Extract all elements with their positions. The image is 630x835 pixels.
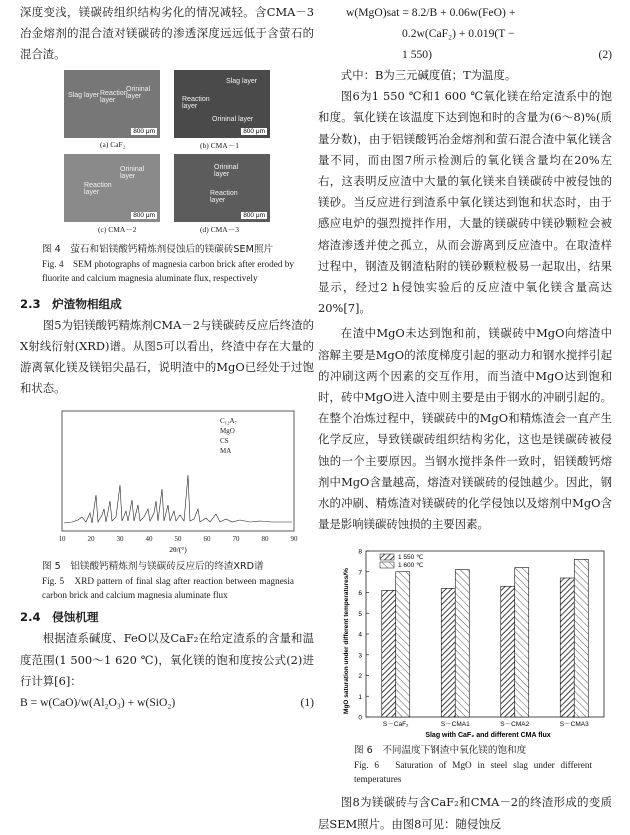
right-paragraph-2: 在渣中MgO未达到饱和前，镁碳砖中MgO向熔渣中溶解主要是MgO的浓度梯度引起的驱动力和钢水搅拌引起的冲刷这两个因素的交互作用，而当渣中MgO达到饱和时，砖中MgO进入渣中则主要是由于钢水的冲刷引起的。在整个冶炼过程中，镁碳砖中的MgO和精炼渣会一直产生化学反应，导致镁碳砖组织结构劣化，这也是镁碳砖被侵蚀的一个主要原因。当钢水搅拌条件一致时，铝镁酸钙熔剂中MgO含量越高，熔渣对镁碳砖的侵蚀越少。因此，钢水的冲刷、精炼渣对镁碳砖的化学侵蚀以及熔剂中MgO含量是影响镁碳砖蚀损的主要因素。 bbox=[318, 326, 612, 532]
sem-panel-a bbox=[64, 70, 160, 138]
bar-series2 bbox=[396, 572, 410, 717]
sem-panel-b bbox=[174, 70, 270, 138]
scale-bar: 800 μm bbox=[243, 127, 265, 135]
legend-swatch bbox=[380, 554, 394, 560]
y-tick-label: 4 bbox=[358, 631, 362, 639]
right-last-paragraph: 图8为镁碳砖与含CaF₂和CMA－2的终渣形成的变质层SEM照片。由图8可见：随侵蚀反 bbox=[318, 795, 612, 831]
xrd-trace bbox=[64, 475, 292, 523]
y-tick-label: 5 bbox=[358, 611, 362, 619]
fig6-xlabel: Slag with CaF₂ and different CMA flux bbox=[425, 732, 551, 740]
xtick: 30 bbox=[116, 535, 124, 544]
sem-caption: (b) CMA－1 bbox=[200, 140, 239, 150]
sem-label: Orininal layer bbox=[214, 163, 239, 178]
equation-2-line1: w(MgO)sat = 8.2/B + 0.06w(FeO) + bbox=[346, 6, 516, 19]
y-tick-label: 8 bbox=[358, 548, 362, 556]
section-2-4-title: 2.4 侵蚀机理 bbox=[20, 610, 99, 625]
sem-label: Orininal layer bbox=[126, 85, 151, 100]
sem-label: Slag layer bbox=[226, 77, 258, 85]
legend-label: 1 550 ℃ bbox=[398, 554, 424, 562]
sem-label: Slag layer bbox=[68, 91, 100, 99]
scale-bar: 800 μm bbox=[133, 211, 155, 219]
fig6-plot-area bbox=[358, 549, 604, 729]
section-2-3-title: 2.3 炉渣物相组成 bbox=[20, 296, 122, 311]
sem-label: Reaction layer bbox=[100, 89, 128, 104]
scale-bar: 800 μm bbox=[243, 211, 265, 219]
legend-cs: CS bbox=[220, 437, 229, 446]
xtick: 10 bbox=[58, 535, 66, 544]
fig4-caption-en: Fig. 4 SEM photographs of magnesia carbon brick after eroded by fluorite and calcium magnesia aluminate flux, respectively bbox=[42, 258, 294, 283]
fig6-caption-cn: 图 6 不同温度下钢渣中氧化镁的饱和度 bbox=[354, 745, 527, 757]
bar-series1 bbox=[441, 589, 455, 718]
equation-1 bbox=[20, 692, 314, 713]
fig5-legend bbox=[220, 417, 238, 455]
bar-series1 bbox=[560, 578, 574, 717]
y-tick-label: 6 bbox=[358, 590, 362, 598]
x-tick-label: S－CMA1 bbox=[440, 721, 470, 729]
fig5-xticks bbox=[59, 535, 299, 543]
fig6-bar-chart bbox=[318, 541, 612, 741]
scale-bar: 800 μm bbox=[133, 127, 155, 135]
fig6-caption-en: Fig. 6 Saturation of MgO in steel slag under different temperatures bbox=[354, 760, 592, 785]
sem-panel-c bbox=[64, 154, 160, 222]
bar-series2 bbox=[574, 560, 588, 718]
x-tick-label: S－CMA3 bbox=[559, 721, 589, 729]
fig5-caption-cn: 图 5 铝镁酸钙精炼剂与镁碳砖反应后的终渣XRD谱 bbox=[42, 561, 264, 573]
left-column bbox=[20, 0, 314, 713]
sem-caption: (a) CaF₂ bbox=[100, 139, 126, 149]
fig4-sem-grid bbox=[20, 70, 314, 238]
fig5-caption-en: Fig. 5 XRD pattern of final slag after reaction between magnesia carbon brick and calcium magnesia aluminate flux bbox=[42, 576, 294, 601]
section-2-3-text: 图5为铝镁酸钙精炼剂CMA－2与镁碳砖反应后终渣的X射线衍射(XRD)谱。从图5可以看出，终渣中存在大量的游离氧化镁及镁铝尖晶石，说明渣中的MgO已经处于过饱和状态。 bbox=[20, 317, 314, 396]
legend-ma: MA bbox=[220, 447, 232, 456]
equation-1-body: B = w(CaO)/w(Al₂O₃) + w(SiO₂) bbox=[20, 696, 176, 710]
legend-label: 1 600 ℃ bbox=[398, 562, 424, 570]
sem-caption: (c) CMA－2 bbox=[98, 224, 137, 234]
bar-series1 bbox=[501, 587, 515, 718]
equation-2-line2: 0.2w(CaF₂) + 0.019(T − bbox=[402, 27, 515, 40]
xrd-frame bbox=[62, 411, 294, 531]
xtick: 20 bbox=[87, 535, 95, 544]
y-tick-label: 0 bbox=[358, 714, 362, 722]
intro-paragraph: 深度变浅，镁碳砖组织结构劣化的情况减轻。含CMA－3冶金熔剂的混合渣对镁碳砖的渗透深度远远低于含萤石的混合渣。 bbox=[20, 5, 314, 62]
equation-1-number: (1) bbox=[300, 696, 314, 710]
sem-label: Reaction layer bbox=[84, 181, 112, 196]
bar-series1 bbox=[382, 591, 396, 718]
y-tick-label: 7 bbox=[358, 569, 362, 577]
xtick: 60 bbox=[203, 535, 211, 544]
xtick: 50 bbox=[174, 535, 182, 544]
right-paragraph-1: 图6为1 550 ℃和1 600 ℃氧化镁在给定渣系中的饱和度。氧化镁在该温度下达到饱和时的含量为(6～8)%(质量分数)，由于铝镁酸钙冶金熔剂和萤石混合渣中氧化镁含量不同，而由图7所示检测后的氧化镁含量均在20%左右，这表明反应渣中大量的氧化镁来自镁碳砖中被侵蚀的镁砂。当反应进行到渣系中氧化镁达到饱和状态时，由于感应电炉的强烈搅拌作用，大量的镁碳砖中镁砂颗粒会被熔渣渗透并使之孤立，从而会游离到反应渣中。在取渣样过程中，钢渣及钢渣粘附的镁砂颗粒极易一起取出，结果显示，经过2 h侵蚀实验后的反应渣中氧化镁含量高达20%[7]。 bbox=[318, 89, 612, 316]
fig5-xrd-chart bbox=[20, 405, 314, 555]
y-tick-label: 2 bbox=[358, 673, 362, 681]
equation-2-line3: 1 550) bbox=[402, 48, 432, 61]
sem-panel-d bbox=[174, 154, 270, 222]
x-tick-label: S－CaF₂ bbox=[382, 721, 409, 729]
right-column bbox=[318, 0, 612, 835]
fig5-xlabel: 2θ/(°) bbox=[169, 545, 187, 555]
sem-label: Orininal layer bbox=[212, 115, 254, 123]
xtick: 80 bbox=[261, 535, 269, 544]
fig6-ylabel: MgO saturation under different temperatures/% bbox=[343, 568, 350, 715]
bar-series2 bbox=[515, 568, 529, 717]
x-tick-label: S－CMA2 bbox=[500, 721, 530, 729]
equation-note: 式中：B为三元碱度值；T为温度。 bbox=[340, 68, 517, 82]
section-2-4-text: 根据渣系碱度、FeO以及CaF₂在给定渣系的含量和温度范围(1 500～1 620 ℃)，氧化镁的饱和度按公式(2)进行计算[6]： bbox=[20, 631, 314, 688]
sem-label: Orininal layer bbox=[120, 165, 145, 180]
legend-mgo: MgO bbox=[220, 427, 235, 436]
sem-label: Reaction layer bbox=[182, 95, 210, 110]
legend-swatch bbox=[380, 562, 394, 568]
equation-2 bbox=[318, 2, 612, 65]
y-tick-label: 3 bbox=[358, 652, 362, 660]
bar-series2 bbox=[455, 570, 469, 717]
y-tick-label: 1 bbox=[358, 694, 362, 702]
sem-label: Reaction layer bbox=[210, 189, 238, 204]
xtick: 90 bbox=[290, 535, 298, 544]
xtick: 40 bbox=[145, 535, 153, 544]
equation-2-number: (2) bbox=[598, 48, 612, 61]
sem-caption: (d) CMA－3 bbox=[200, 224, 239, 234]
xtick: 70 bbox=[232, 535, 240, 544]
legend-c12a7: C₁₂A₇ bbox=[220, 417, 238, 426]
fig4-caption-cn: 图 4 萤石和铝镁酸钙精炼剂侵蚀后的镁碳砖SEM照片 bbox=[42, 243, 274, 255]
